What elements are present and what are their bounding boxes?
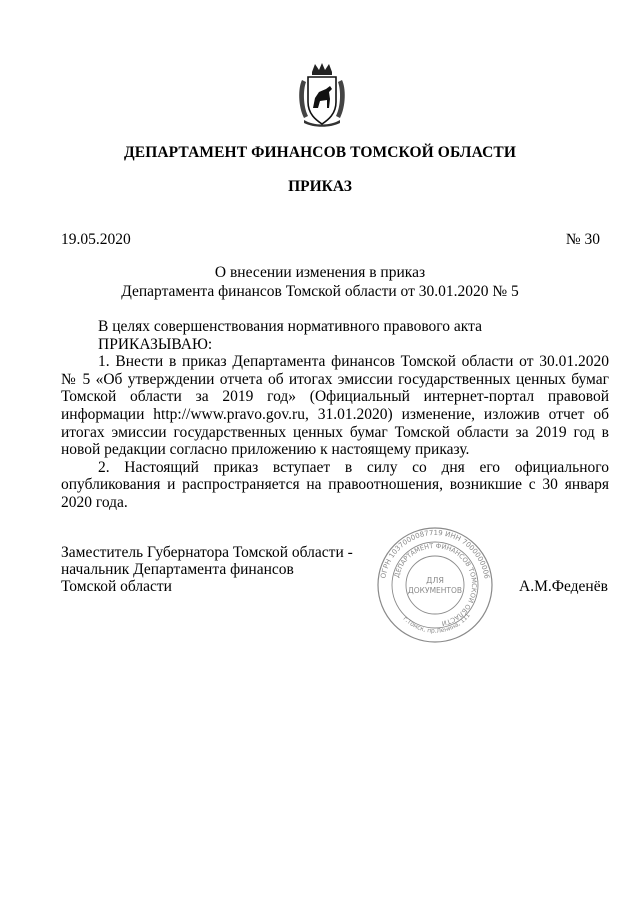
document-body [61, 318, 609, 512]
signatory-title-line-2: начальник Департамента финансов [61, 561, 294, 579]
seal-ring-text: ДЕПАРТАМЕНТ ФИНАНСОВ ТОМСКОЙ ОБЛАСТИ [392, 541, 479, 628]
signatory-title-line-3: Томской области [61, 578, 172, 596]
document-subject [0, 263, 640, 301]
organization-title: ДЕПАРТАМЕНТ ФИНАНСОВ ТОМСКОЙ ОБЛАСТИ [124, 144, 516, 161]
subject-line-1: О внесении изменения в приказ [214, 264, 426, 281]
signatory-name: А.М.Феденёв [519, 578, 608, 595]
seal-address-text: г.Томск, пр.Ленина, 111 [401, 612, 472, 635]
order-item-1: 1. Внести в приказ Департамента финансов Томской области от 30.01.2020 № 5 «Об утверждении отчета об итогах эмиссии государственных ценных бумаг Томской области за 2019 год» (Официальный интернет-портал правовой информации http://www.pravo.gov.ru, 31.01.2020) изменение, изложив отчет об итогах эмиссии государственных ценных бумаг Томской области за 2019 год в новой редакции согласно приложению к настоящему приказу. [61, 353, 609, 459]
seal-outer-text: ОГРН 1037000087719 ИНН 7000000006 [379, 528, 491, 580]
signatory-title [61, 544, 353, 596]
document-number: № 30 [565, 231, 600, 248]
document-date: 19.05.2020 [61, 231, 131, 248]
official-seal [376, 526, 494, 644]
intro-paragraph: В целях совершенствования нормативного правового акта [98, 318, 482, 335]
coat-of-arms-icon [296, 62, 348, 128]
signatory-title-line-1: Заместитель Губернатора Томской области - [61, 544, 353, 561]
order-word: ПРИКАЗЫВАЮ: [98, 335, 213, 353]
seal-center-line-1: ДЛЯ [426, 576, 444, 585]
subject-line-2: Департамента финансов Томской области от 30.01.2020 № 5 [121, 283, 519, 300]
order-item-2: 2. Настоящий приказ вступает в силу со дня его официального опубликования и распространяется на правоотношения, возникшие с 30 января 2020 года. [61, 458, 609, 511]
document-type: ПРИКАЗ [288, 178, 352, 195]
seal-center-line-2: ДОКУМЕНТОВ [407, 586, 463, 595]
